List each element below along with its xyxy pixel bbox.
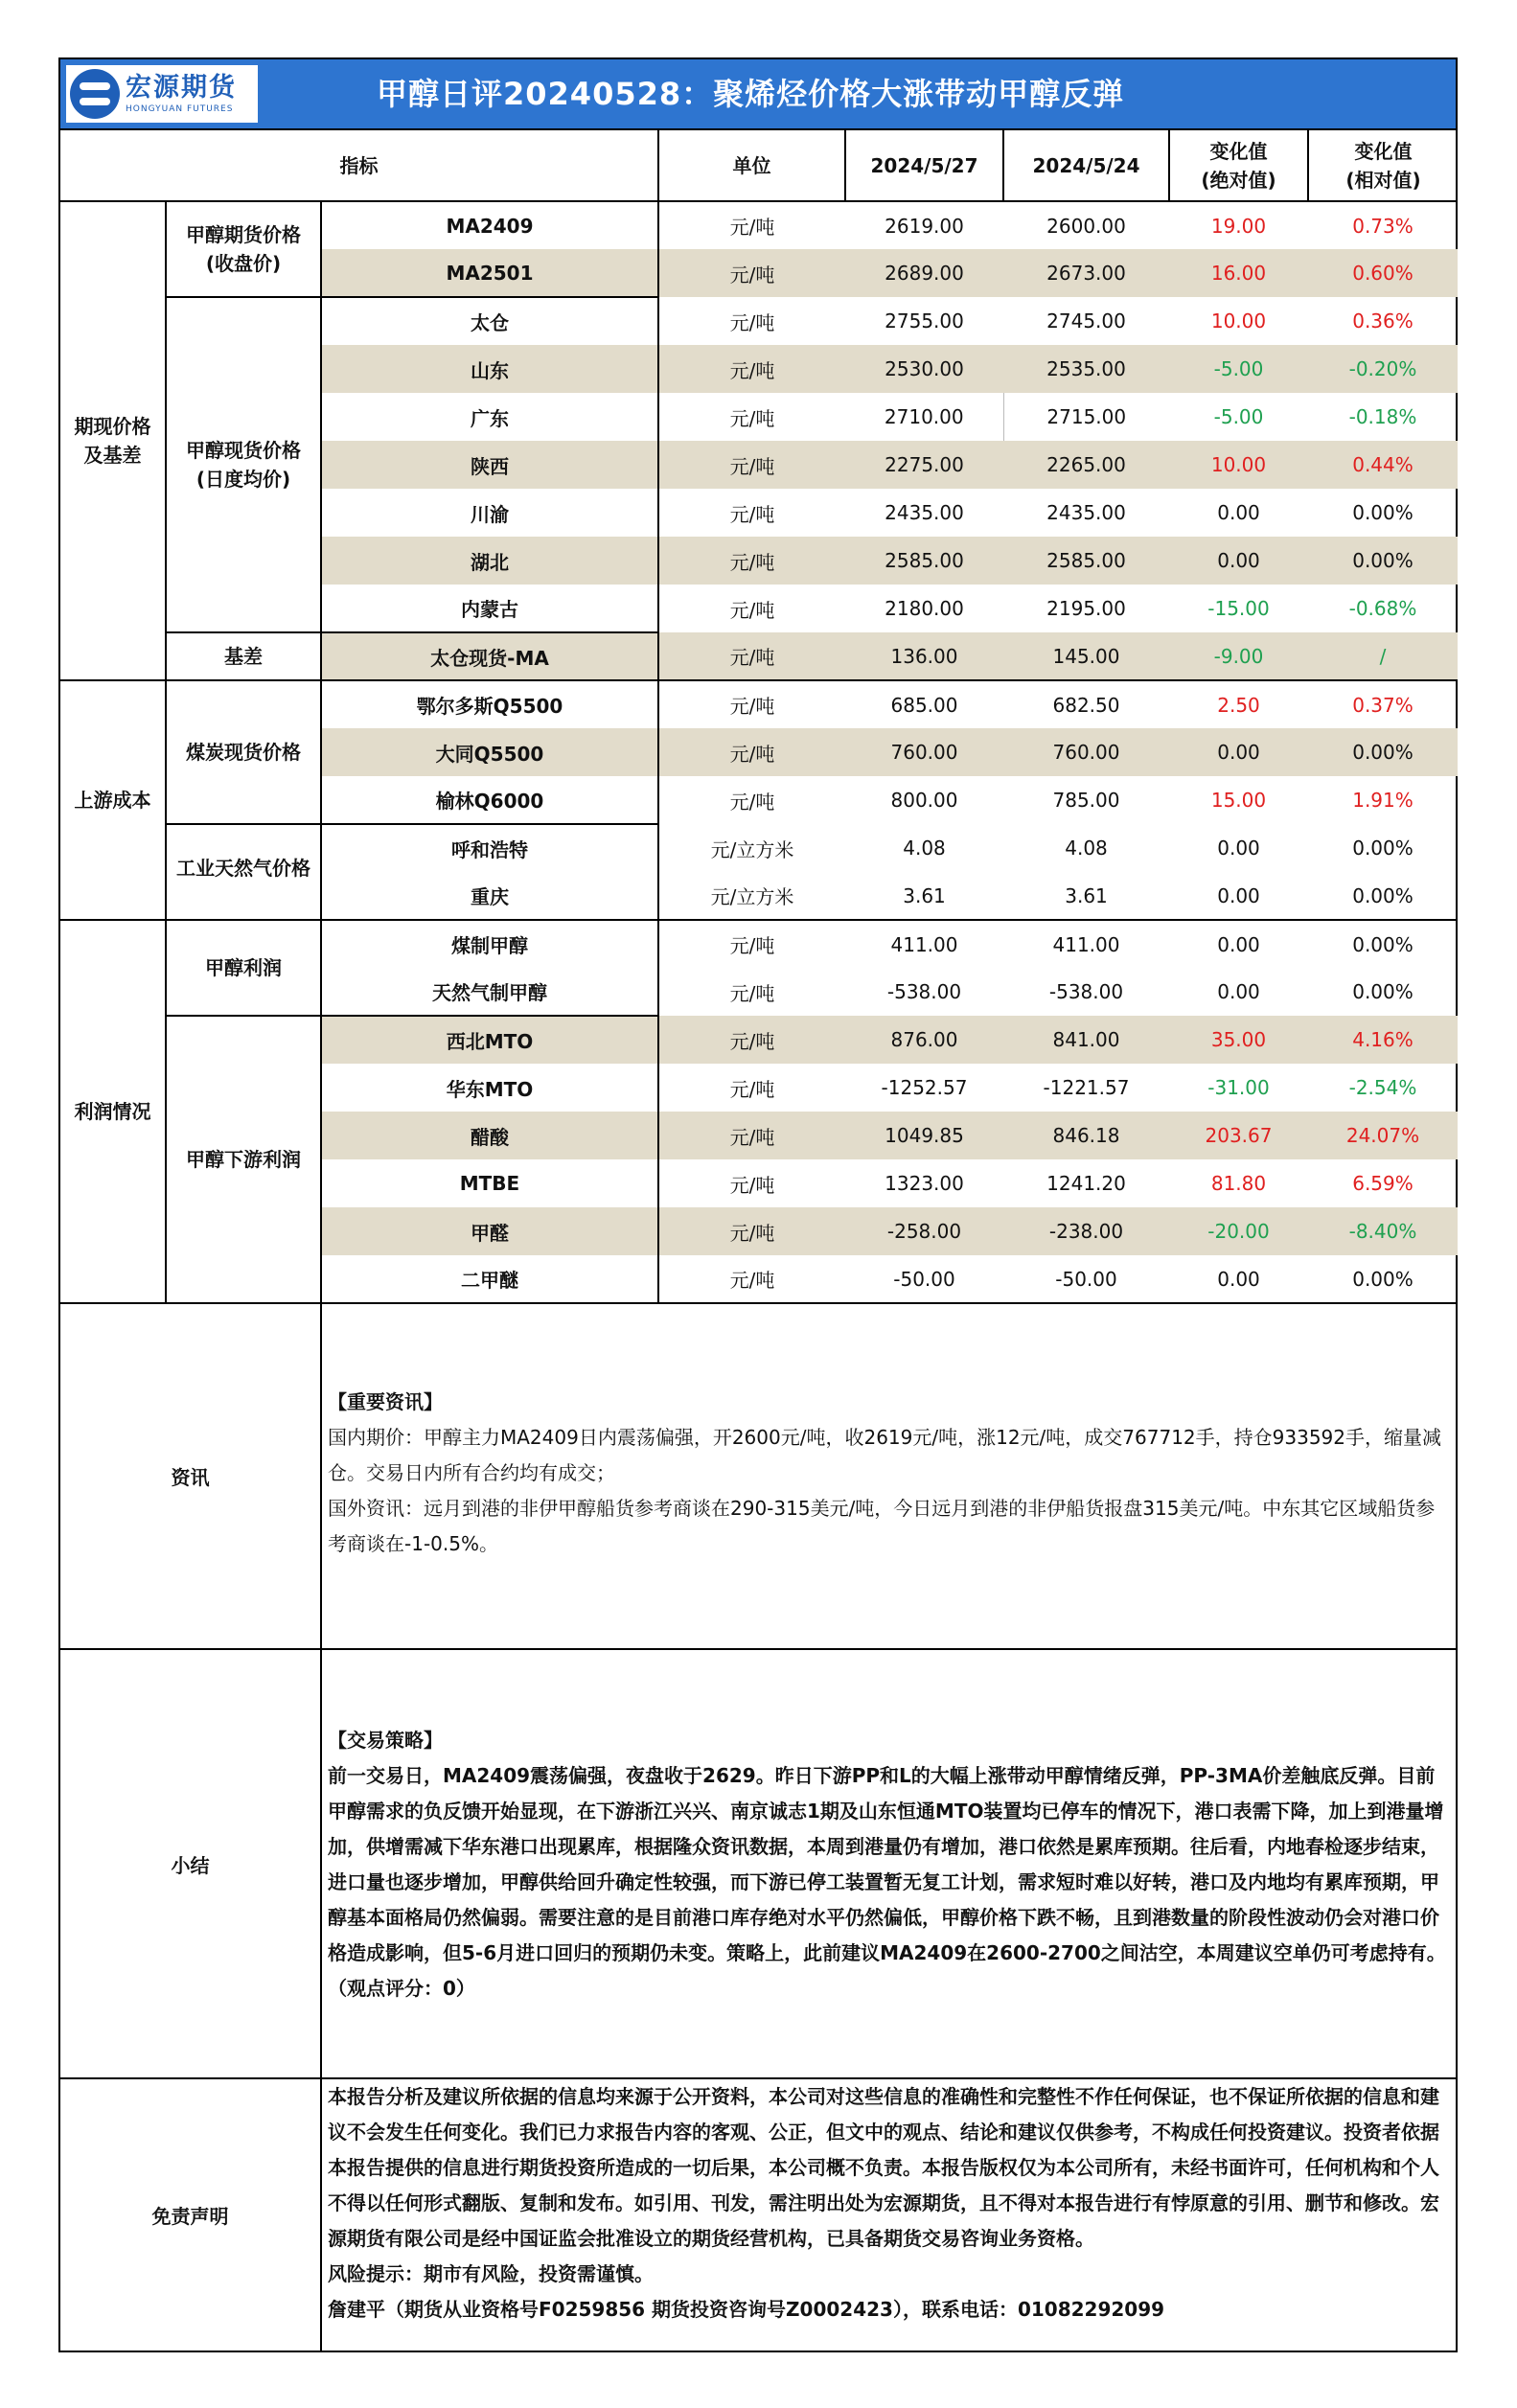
table-row [60, 297, 1458, 345]
rel-change: 6.59% [1352, 1172, 1414, 1195]
value-date-1: 2710.00 [845, 393, 1003, 441]
abs-change: 16.00 [1169, 249, 1308, 297]
abs-change: 10.00 [1210, 310, 1267, 333]
summary-heading: 【交易策略】 [328, 1729, 443, 1752]
indicator-name: MA2501 [321, 249, 658, 297]
column-header-indicator: 指标 [60, 130, 658, 201]
subgroup-label-spot: 甲醇现货价格 (日度均价) [166, 297, 321, 632]
indicator-name: 二甲醚 [321, 1255, 658, 1303]
value-date-1: 1323.00 [885, 1172, 964, 1195]
indicator-name: 陕西 [321, 441, 658, 489]
table-row [60, 920, 1458, 968]
rel-change: 0.37% [1352, 693, 1414, 717]
rel-change: 0.73% [1352, 214, 1414, 238]
rel-change: 0.00% [1308, 1255, 1458, 1303]
analyst-info: 詹建平（期货从业资格号F0259856 期货投资咨询号Z0002423），联系电话：01082292099 [328, 2298, 1165, 2321]
value-date-1: 876.00 [845, 1016, 1003, 1064]
abs-change: 0.00 [1169, 1255, 1308, 1303]
indicator-name: 呼和浩特 [321, 824, 658, 872]
unit-cell: 元/吨 [658, 441, 845, 489]
value-date-2: 411.00 [1052, 932, 1120, 956]
value-date-2: 145.00 [1003, 632, 1169, 680]
abs-change: 0.00 [1217, 837, 1260, 860]
value-date-2: 1241.20 [1046, 1172, 1126, 1195]
report-title: 甲醇日评20240528：聚烯烃价格大涨带动甲醇反弹 [377, 76, 1125, 112]
unit-cell: 元/吨 [729, 406, 775, 430]
value-date-1: 760.00 [845, 728, 1003, 776]
value-date-1: -258.00 [845, 1207, 1003, 1255]
abs-change: 10.00 [1169, 441, 1308, 489]
value-date-2: 4.08 [1065, 837, 1108, 860]
subgroup-label-coal: 煤炭现货价格 [166, 680, 321, 824]
rel-change: 0.00% [1308, 728, 1458, 776]
unit-cell: 元/吨 [729, 502, 775, 526]
rel-change: 0.60% [1308, 249, 1458, 297]
indicator-name: 天然气制甲醇 [321, 968, 658, 1016]
indicator-name: 广东 [321, 393, 658, 441]
value-date-1: 4.08 [903, 837, 946, 860]
abs-change: 15.00 [1210, 789, 1267, 812]
rel-change: -2.54% [1348, 1076, 1417, 1099]
value-date-2: 2600.00 [1046, 214, 1126, 238]
commentary-table [60, 1304, 1458, 2351]
report-sheet [58, 57, 1458, 2352]
unit-cell: 元/吨 [729, 695, 775, 718]
value-date-2: 2585.00 [1003, 537, 1169, 585]
abs-change: 19.00 [1210, 214, 1267, 238]
abs-change: -20.00 [1169, 1207, 1308, 1255]
abs-change: -15.00 [1207, 597, 1270, 620]
indicator-name: 甲醛 [321, 1207, 658, 1255]
unit-cell: 元/吨 [658, 345, 845, 393]
disclaimer-body: 本报告分析及建议所依据的信息均来源于公开资料，本公司对这些信息的准确性和完整性不作任何保证，也不保证所依据的信息和建议不会发生任何变化。我们已力求报告内容的客观、公正，但文中的观点、结论和建议仅供参考，不构成任何投资建议。投资者依据本报告提供的信息进行期货投资所造成的一切后果，本公司概不负责。本报告版权仅为本公司所有，未经书面许可，任何机构和个人不得以任何形式翻版、复制和发布。如引用、刊发，需注明出处为宏源期货，且不得对本报告进行有悖原意的引用、删节和修改。宏源期货有限公司是经中国证监会批准设立的期货经营机构，已具备期货交易咨询业务资格。 [328, 2085, 1439, 2250]
indicator-name: 内蒙古 [321, 585, 658, 632]
abs-change: -9.00 [1169, 632, 1308, 680]
indicator-name: 川渝 [321, 489, 658, 537]
rel-change: 0.00% [1352, 980, 1414, 1003]
value-date-1: 2619.00 [885, 214, 964, 238]
subgroup-label-meth_profit: 甲醇利润 [166, 920, 321, 1016]
rel-change: -0.20% [1308, 345, 1458, 393]
value-date-2: 785.00 [1052, 789, 1120, 812]
news-row [60, 1304, 1458, 1649]
indicator-name: 煤制甲醇 [321, 920, 658, 968]
value-date-2: 682.50 [1052, 693, 1120, 717]
value-date-1: 2435.00 [885, 501, 964, 524]
unit-cell: 元/吨 [729, 598, 775, 622]
indicator-table [60, 130, 1458, 1304]
value-date-1: 2180.00 [885, 597, 964, 620]
unit-cell: 元/立方米 [710, 837, 794, 861]
unit-cell: 元/吨 [658, 249, 845, 297]
value-date-2: -50.00 [1003, 1255, 1169, 1303]
group-label-upstream: 上游成本 [60, 680, 166, 920]
abs-change: 0.00 [1169, 728, 1308, 776]
value-date-1: 2755.00 [885, 310, 964, 333]
indicator-name: 湖北 [321, 537, 658, 585]
unit-cell: 元/吨 [658, 728, 845, 776]
rel-change: 0.00% [1352, 501, 1414, 524]
indicator-name: 重庆 [321, 872, 658, 920]
indicator-name: 太仓现货-MA [321, 632, 658, 680]
indicator-name: 太仓 [321, 297, 658, 345]
value-date-1: 685.00 [890, 693, 958, 717]
unit-cell: 元/吨 [658, 537, 845, 585]
rel-change: -8.40% [1308, 1207, 1458, 1255]
company-logo [66, 65, 258, 123]
subgroup-label-basis: 基差 [166, 632, 321, 680]
table-header-row [60, 130, 1458, 201]
indicator-name: MTBE [321, 1159, 658, 1207]
logo-name: 宏源期货 [126, 73, 237, 103]
unit-cell: 元/吨 [658, 1016, 845, 1064]
rel-change: 4.16% [1308, 1016, 1458, 1064]
table-row [60, 824, 1458, 872]
value-date-2: 2715.00 [1046, 405, 1127, 428]
abs-change: -31.00 [1207, 1076, 1270, 1099]
unit-cell: 元/吨 [729, 216, 775, 239]
value-date-1: 2585.00 [845, 537, 1003, 585]
column-header-date-2: 2024/5/24 [1003, 130, 1169, 201]
rel-change: 0.36% [1352, 310, 1414, 333]
unit-cell: 元/吨 [658, 1112, 845, 1159]
value-date-1: 2275.00 [845, 441, 1003, 489]
indicator-name: MA2409 [321, 201, 658, 249]
abs-change: 81.80 [1210, 1172, 1267, 1195]
disclaimer-row [60, 2078, 1458, 2351]
column-header-unit: 单位 [658, 130, 845, 201]
value-date-2: 2535.00 [1003, 345, 1169, 393]
group-label-price: 期现价格 及基差 [60, 201, 166, 680]
value-date-2: 2745.00 [1046, 310, 1126, 333]
abs-change: 0.00 [1169, 537, 1308, 585]
subgroup-label-futures: 甲醇期货价格 (收盘价) [166, 201, 321, 297]
value-date-1: 1049.85 [845, 1112, 1003, 1159]
column-header-abs-change: 变化值 (绝对值) [1169, 130, 1308, 201]
rel-change: 0.00% [1352, 837, 1414, 860]
unit-cell: 元/吨 [658, 1255, 845, 1303]
unit-cell: 元/吨 [729, 310, 775, 334]
disclaimer-label: 免责声明 [60, 2078, 321, 2351]
value-date-1: 2530.00 [845, 345, 1003, 393]
indicator-name: 榆林Q6000 [321, 776, 658, 824]
indicator-name: 华东MTO [321, 1064, 658, 1112]
subgroup-label-down_profit: 甲醇下游利润 [166, 1016, 321, 1303]
abs-change: 2.50 [1217, 693, 1260, 717]
value-date-2: -1221.57 [1043, 1076, 1130, 1099]
abs-change: 0.00 [1217, 932, 1260, 956]
rel-change: 24.07% [1308, 1112, 1458, 1159]
logo-english-name: HONGYUAN FUTURES [126, 104, 234, 114]
abs-change: 35.00 [1169, 1016, 1308, 1064]
summary-row [60, 1649, 1458, 2078]
table-row [60, 201, 1458, 249]
unit-cell: 元/吨 [729, 981, 775, 1005]
column-header-date-1: 2024/5/27 [845, 130, 1003, 201]
table-row [60, 632, 1458, 680]
news-heading: 【重要资讯】 [328, 1390, 443, 1413]
value-date-2: 760.00 [1003, 728, 1169, 776]
value-date-2: 841.00 [1003, 1016, 1169, 1064]
value-date-1: -1252.57 [881, 1076, 968, 1099]
value-date-2: 3.61 [1003, 872, 1169, 920]
table-row [60, 680, 1458, 728]
rel-change: 0.00% [1308, 537, 1458, 585]
abs-change: 0.00 [1217, 501, 1260, 524]
rel-change: -0.68% [1348, 597, 1417, 620]
abs-change: 203.67 [1169, 1112, 1308, 1159]
rel-change: 0.00% [1352, 932, 1414, 956]
table-row [60, 1016, 1458, 1064]
value-date-1: 2689.00 [845, 249, 1003, 297]
rel-change: 0.00% [1308, 872, 1458, 920]
unit-cell: 元/吨 [729, 1077, 775, 1101]
abs-change: 0.00 [1217, 980, 1260, 1003]
unit-cell: 元/吨 [658, 1207, 845, 1255]
indicator-name: 大同Q5500 [321, 728, 658, 776]
value-date-1: 411.00 [890, 932, 958, 956]
value-date-1: -50.00 [845, 1255, 1003, 1303]
unit-cell: 元/吨 [729, 934, 775, 957]
value-date-2: 846.18 [1003, 1112, 1169, 1159]
risk-notice: 风险提示：期市有风险，投资需谨慎。 [328, 2262, 654, 2285]
rel-change: / [1308, 632, 1458, 680]
rel-change: 0.44% [1308, 441, 1458, 489]
rel-change: 1.91% [1352, 789, 1414, 812]
column-header-rel-change: 变化值 (相对值) [1308, 130, 1458, 201]
unit-cell: 元/吨 [729, 1173, 775, 1197]
value-date-2: 2195.00 [1046, 597, 1126, 620]
indicator-name: 醋酸 [321, 1112, 658, 1159]
unit-cell: 元/吨 [658, 632, 845, 680]
value-date-2: 2673.00 [1003, 249, 1169, 297]
subgroup-label-gas: 工业天然气价格 [166, 824, 321, 920]
indicator-name: 西北MTO [321, 1016, 658, 1064]
summary-label: 小结 [60, 1649, 321, 2078]
value-date-1: 136.00 [845, 632, 1003, 680]
news-body: 国内期价：甲醇主力MA2409日内震荡偏强，开2600元/吨，收2619元/吨，涨12元/吨，成交767712手，持仓933592手，缩量减仓。交易日内所有合约均有成交； 国外资讯：远月到港的非伊甲醇船货参考商谈在290-315美元/吨，今日远月到港的非伊船货报盘315美元/吨。中东其它区域船货参考商谈在-1-0.5%。 [328, 1426, 1441, 1555]
abs-change: -5.00 [1213, 405, 1264, 428]
abs-change: 0.00 [1169, 872, 1308, 920]
indicator-name: 山东 [321, 345, 658, 393]
value-date-2: 2435.00 [1046, 501, 1126, 524]
news-label: 资讯 [60, 1304, 321, 1649]
value-date-2: -538.00 [1048, 980, 1124, 1003]
report-header [60, 59, 1456, 130]
unit-cell: 元/立方米 [658, 872, 845, 920]
unit-cell: 元/吨 [729, 790, 775, 814]
indicator-name: 鄂尔多斯Q5500 [321, 680, 658, 728]
group-label-profit: 利润情况 [60, 920, 166, 1303]
value-date-2: -238.00 [1003, 1207, 1169, 1255]
value-date-2: 2265.00 [1003, 441, 1169, 489]
summary-body: 前一交易日，MA2409震荡偏强，夜盘收于2629。昨日下游PP和L的大幅上涨带动甲醇情绪反弹，PP-3MA价差触底反弹。目前甲醇需求的负反馈开始显现，在下游浙江兴兴、南京诚志1期及山东恒通MTO装置均已停车的情况下，港口表需下降，加上到港量增加，供增需减下华东港口出现累库，根据隆众资讯数据，本周到港量仍有增加，港口依然是累库预期。往后看，内地春检逐步结束，进口量也逐步增加，甲醇供给回升确定性较强，而下游已停工装置暂无复工计划，需求短时难以好转，港口及内地均有累库预期，甲醇基本面格局仍然偏弱。需要注意的是目前港口库存绝对水平仍然偏低，甲醇价格下跌不畅，且到港数量的阶段性波动仍会对港口价格造成影响，但5-6月进口回归的预期仍未变。策略上，此前建议MA2409在2600-2700之间沽空，本周建议空单仍可考虑持有。（观点评分：0） [328, 1764, 1446, 2000]
value-date-1: -538.00 [886, 980, 962, 1003]
abs-change: -5.00 [1169, 345, 1308, 393]
value-date-1: 800.00 [890, 789, 958, 812]
value-date-1: 3.61 [845, 872, 1003, 920]
rel-change: -0.18% [1348, 405, 1417, 428]
logo-mark-icon [70, 69, 120, 119]
